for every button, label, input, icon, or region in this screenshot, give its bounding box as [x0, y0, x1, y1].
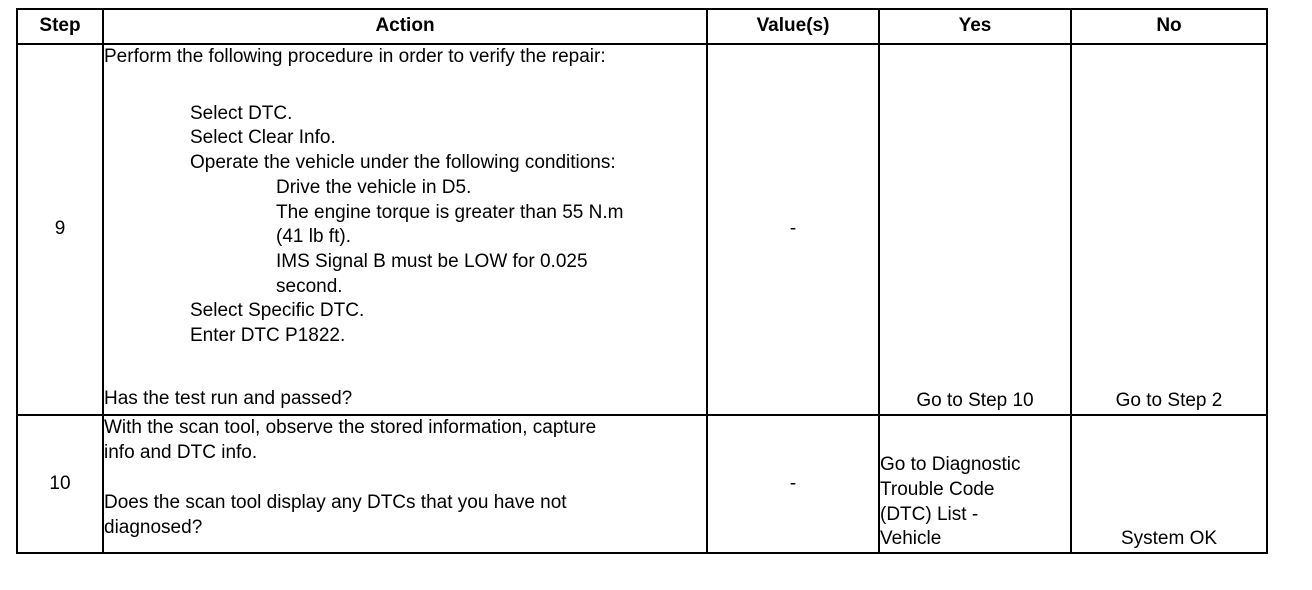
action-question: Has the test run and passed?: [104, 387, 353, 409]
action-line: With the scan tool, observe the stored information, capture: [104, 417, 597, 438]
header-action: Action: [103, 9, 707, 44]
header-row: [17, 9, 1267, 44]
action-item: Select Specific DTC.: [190, 300, 365, 322]
condition-item: Drive the vehicle in D5.: [276, 176, 472, 198]
action-item: Select Clear Info.: [190, 127, 336, 149]
step-number: 10: [17, 415, 103, 553]
no-cell: Go to Step 2: [1071, 44, 1267, 415]
table-row-step-9: [17, 44, 1267, 415]
step-number: 9: [17, 44, 103, 415]
value-cell: -: [707, 415, 879, 553]
condition-item: IMS Signal B must be LOW for 0.025: [276, 250, 588, 272]
action-question: diagnosed?: [104, 517, 203, 539]
header-yes: Yes: [879, 9, 1071, 44]
header-no: No: [1071, 9, 1267, 44]
yes-cell: [879, 415, 1071, 553]
action-cell: [103, 44, 707, 415]
yes-line: Vehicle: [880, 528, 942, 550]
yes-cell: Go to Step 10: [879, 44, 1071, 415]
action-question: Does the scan tool display any DTCs that you have not: [104, 492, 567, 514]
diagnostic-table: [16, 8, 1268, 554]
yes-line: Trouble Code: [880, 478, 995, 500]
action-cell: [103, 415, 707, 553]
action-intro: Perform the following procedure in order to verify the repair:: [104, 46, 606, 67]
action-item: Operate the vehicle under the following conditions:: [190, 152, 616, 174]
table-row-step-10: [17, 415, 1267, 553]
condition-item: The engine torque is greater than 55 N.m: [276, 201, 624, 223]
condition-item: second.: [276, 275, 343, 297]
yes-line: Go to Diagnostic: [880, 454, 1021, 476]
value-cell: -: [707, 44, 879, 415]
action-line: info and DTC info.: [104, 441, 258, 463]
condition-item: (41 lb ft).: [276, 226, 351, 248]
yes-line: (DTC) List -: [880, 503, 979, 525]
action-item: Select DTC.: [190, 102, 293, 124]
action-item: Enter DTC P1822.: [190, 325, 346, 347]
header-values: Value(s): [707, 9, 879, 44]
no-cell: System OK: [1071, 415, 1267, 553]
header-step: Step: [17, 9, 103, 44]
